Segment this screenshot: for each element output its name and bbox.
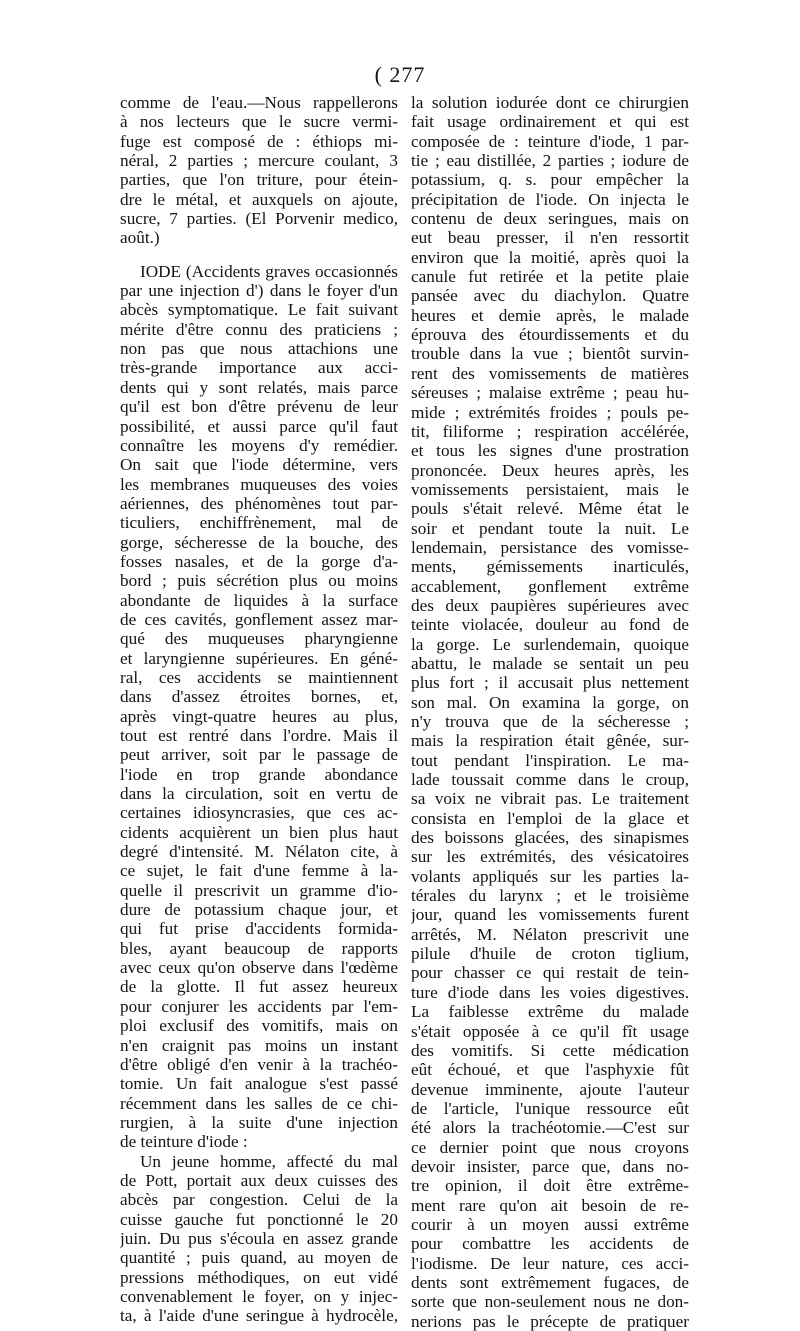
text-line: à nos lecteurs que le sucre vermi- (120, 112, 398, 132)
text-line: fait usage ordinairement et qui est (411, 112, 689, 132)
text-line: rent des vomissements de matières (411, 363, 689, 383)
text-line: tit, filiforme ; respiration accélérée, (411, 421, 689, 441)
text-line: comme de l'eau.—Nous rappellerons (120, 93, 398, 112)
text-line: sa voix ne vibrait pas. Le traitement (411, 789, 689, 809)
text-line: lade toussait comme dans le croup, (411, 770, 689, 790)
text-line: bles, ayant beaucoup de rapports (120, 938, 398, 958)
text-line: qui fut prise d'accidents formida- (120, 919, 398, 939)
text-line: certaines idiosyncrasies, que ces ac- (120, 803, 398, 823)
text-line: abondante de liquides à la surface (120, 590, 398, 610)
text-line: néral, 2 parties ; mercure coulant, 3 (120, 151, 398, 171)
text-line: contenu de deux seringues, mais on (411, 209, 689, 229)
text-line: pour combattre les accidents de (411, 1234, 689, 1254)
text-line: sucre, 7 parties. (El Porvenir medico, (120, 209, 398, 229)
text-line: ploi exclusif des vomitifs, mais on (120, 1016, 398, 1036)
text-line: On sait que l'iode détermine, vers (120, 455, 398, 475)
text-line: mérite d'être connu des praticiens ; (120, 319, 398, 339)
text-line: rurgien, à la suite d'une injection (120, 1112, 398, 1132)
text-line: pouls s'était relevé. Même état le (411, 499, 689, 519)
text-line: août.) (120, 228, 160, 248)
text-line: térales du larynx ; et le troisième (411, 886, 689, 906)
text-line: pour chasser ce qui restait de tein- (411, 963, 689, 983)
text-line: été alors la trachéotomie.—C'est sur (411, 1118, 689, 1138)
text-line: mais la respiration était gênée, sur- (411, 731, 689, 751)
text-line: sorte que non-seulement nous ne don- (411, 1292, 689, 1312)
text-line: ticuliers, enchiffrènement, mal de (120, 513, 398, 533)
page-number: ( 277 (374, 62, 426, 87)
text-line: fuge est composé de : éthiops mi- (120, 131, 398, 151)
text-line: plus fort ; il accusait plus nettement (411, 673, 689, 693)
text-line: non pas que nous attachions une (120, 339, 398, 359)
text-line: vomissements persistaient, mais le (411, 479, 689, 499)
text-line: devenue imminente, ajoute l'auteur (411, 1079, 689, 1099)
text-line: les membranes muqueuses des voies (120, 474, 398, 494)
text-line: n'y trouva que de la sécheresse ; (411, 712, 689, 731)
text-line: environ que la moitié, après quoi la (411, 247, 689, 267)
text-line: lendemain, persistance des vomisse- (411, 537, 689, 557)
text-line: trouble dans la vue ; bientôt survin- (411, 344, 689, 364)
text-line: jour, quand les vomissements furent (411, 905, 689, 925)
text-line: volants appliqués sur les parties la- (411, 866, 689, 886)
text-line: n'en craignit pas moins un instant (120, 1035, 398, 1055)
text-line: l'iode en trop grande abondance (120, 764, 398, 784)
text-line: très-grande importance aux acci- (120, 358, 398, 378)
text-line: dents sont extrêmement fugaces, de (411, 1272, 689, 1292)
text-line: eut beau presser, il n'en ressortit (411, 228, 689, 248)
text-line: gorge, sécheresse de la bouche, des (120, 532, 398, 552)
text-line: eût échoué, et que l'asphyxie fût (411, 1060, 689, 1080)
text-line: pour conjurer les accidents par l'em- (120, 996, 398, 1016)
text-line: juin. Du pus s'écoula en assez grande (120, 1228, 398, 1248)
text-line: ta, à l'aide d'une seringue à hydrocèle, (120, 1306, 398, 1326)
text-line: connaître les moyens d'y remédier. (120, 435, 398, 455)
text-line: dans la circulation, soit en vertu de (120, 784, 398, 804)
text-line: tomie. Un fait analogue s'est passé (120, 1074, 398, 1094)
text-line: abcès par congestion. Celui de la (120, 1190, 398, 1210)
text-line: de l'article, l'unique ressource eût (411, 1098, 689, 1118)
left-column (120, 93, 398, 1326)
text-line: ments, gémissements inarticulés, (411, 557, 689, 577)
text-line: ce sujet, le fait d'une femme à la- (120, 861, 398, 881)
text-line: arrêtés, M. Nélaton prescrivit une (411, 924, 689, 944)
text-line: courir à un moyen aussi extrême (411, 1214, 689, 1234)
text-line: et laryngienne supérieures. En géné- (120, 648, 398, 668)
text-line: la solution iodurée dont ce chirurgien (411, 93, 689, 112)
text-line: pansée avec du diachylon. Quatre (411, 286, 689, 306)
text-line: dents qui y sont relatés, mais parce (120, 377, 398, 397)
text-line: après vingt-quatre heures au plus, (120, 706, 398, 726)
text-line: la gorge. Le surlendemain, quoique (411, 634, 689, 654)
text-line: composée de : teinture d'iode, 1 par- (411, 131, 689, 151)
text-line: parties, que l'on triture, pour étein- (120, 170, 398, 190)
text-line: éprouva des étourdissements et du (411, 325, 689, 345)
text-line: aériennes, des phénomènes tout par- (120, 493, 398, 513)
text-line: de ces cavités, gonflement assez mar- (120, 609, 398, 629)
text-line: possibilité, et aussi parce qu'il faut (120, 416, 398, 436)
text-line: degré d'intensité. M. Nélaton cite, à (120, 842, 398, 862)
text-line: tout pendant l'inspiration. Le ma- (411, 750, 689, 770)
text-line: et tous les signes d'une prostration (411, 441, 689, 461)
text-line: son mal. On examina la gorge, on (411, 692, 689, 712)
text-line: fosses nasales, et de la gorge d'a- (120, 551, 398, 571)
text-line: récemment dans les salles de ce chi- (120, 1093, 398, 1113)
text-line: potassium, q. s. pour empêcher la (411, 170, 689, 190)
text-line: cuisse gauche fut ponctionné le 20 (120, 1209, 398, 1229)
text-line: s'était opposée à ce qu'il fît usage (411, 1021, 689, 1041)
text-line: convenablement le foyer, on y injec- (120, 1286, 398, 1306)
text-line: peut arriver, soit par le passage de (120, 745, 398, 765)
text-line: devoir insister, parce que, dans no- (411, 1156, 689, 1176)
text-line: quelle il prescrivit un gramme d'io- (120, 880, 398, 900)
text-line: qu'il est bon d'être prévenu de leur (120, 397, 398, 417)
text-line: ment rare qu'on ait besoin de re- (411, 1195, 689, 1215)
text-line: bord ; puis sécrétion plus ou moins (120, 571, 398, 591)
text-line: qué des muqueuses pharyngienne (120, 629, 398, 649)
text-line: de Pott, portait aux deux cuisses des (120, 1170, 398, 1190)
text-line: ce dernier point que nous croyons (411, 1137, 689, 1157)
text-line: dre le métal, et auxquels on ajoute, (120, 189, 398, 209)
text-line: cidents acquièrent un bien plus haut (120, 822, 398, 842)
text-line: accablement, gonflement extrême (411, 576, 689, 596)
text-line: des boissons glacées, des sinapismes (411, 828, 689, 848)
text-line: ture d'iode dans les voies digestives. (411, 982, 689, 1002)
text-line: nerions pas le précepte de pratiquer (411, 1311, 689, 1331)
text-line: soir et pendant toute la nuit. Le (411, 518, 689, 538)
text-line: teinte violacée, douleur au fond de (411, 615, 689, 635)
text-line: La faiblesse extrême du malade (411, 1002, 689, 1022)
text-line: IODE (Accidents graves occasionnés (140, 261, 398, 281)
text-line: heures et demie après, le malade (411, 305, 689, 325)
text-line: séreuses ; malaise extrême ; peau hu- (411, 383, 689, 403)
text-line: l'iodisme. De leur nature, ces acci- (411, 1253, 689, 1273)
text-line: quantité ; puis quand, au moyen de (120, 1248, 398, 1268)
text-line: prononcée. Deux heures après, les (411, 460, 689, 480)
text-line: dure de potassium chaque jour, et (120, 900, 398, 920)
text-line: de teinture d'iode : (120, 1132, 248, 1152)
text-line: sur les extrémités, des vésicatoires (411, 847, 689, 867)
text-line: dans d'assez étroites bornes, et, (120, 687, 398, 707)
text-line: consista en l'emploi de la glace et (411, 808, 689, 828)
right-column (411, 93, 689, 1331)
text-line: canule fut retirée et la petite plaie (411, 267, 689, 287)
text-line: tout est rentré dans l'ordre. Mais il (120, 726, 398, 745)
text-line: de la glotte. Il fut assez heureux (120, 977, 398, 997)
text-line: tie ; eau distillée, 2 parties ; iodure de (411, 151, 689, 171)
text-line: avec ceux qu'on observe dans l'œdème (120, 958, 398, 978)
text-line: mide ; extrémités froides ; pouls pe- (411, 402, 689, 422)
text-line: ral, ces accidents se maintiennent (120, 667, 398, 687)
text-line: d'être obligé d'en venir à la trachéo- (120, 1054, 398, 1074)
text-line: des vomitifs. Si cette médication (411, 1040, 689, 1060)
text-line: pilule d'huile de croton tiglium, (411, 944, 689, 964)
text-line: pressions méthodiques, on eut vidé (120, 1267, 398, 1287)
text-line: abcès symptomatique. Le fait suivant (120, 300, 398, 320)
text-line: des deux paupières supérieures avec (411, 595, 689, 615)
text-line: par une injection d') dans le foyer d'un (120, 281, 398, 301)
text-line: Un jeune homme, affecté du mal (140, 1151, 398, 1171)
text-line: précipitation de l'iode. On injecta le (411, 189, 689, 209)
text-line: abattu, le malade se sentait un peu (411, 653, 689, 673)
text-line: tre opinion, il doit être extrême- (411, 1176, 689, 1196)
